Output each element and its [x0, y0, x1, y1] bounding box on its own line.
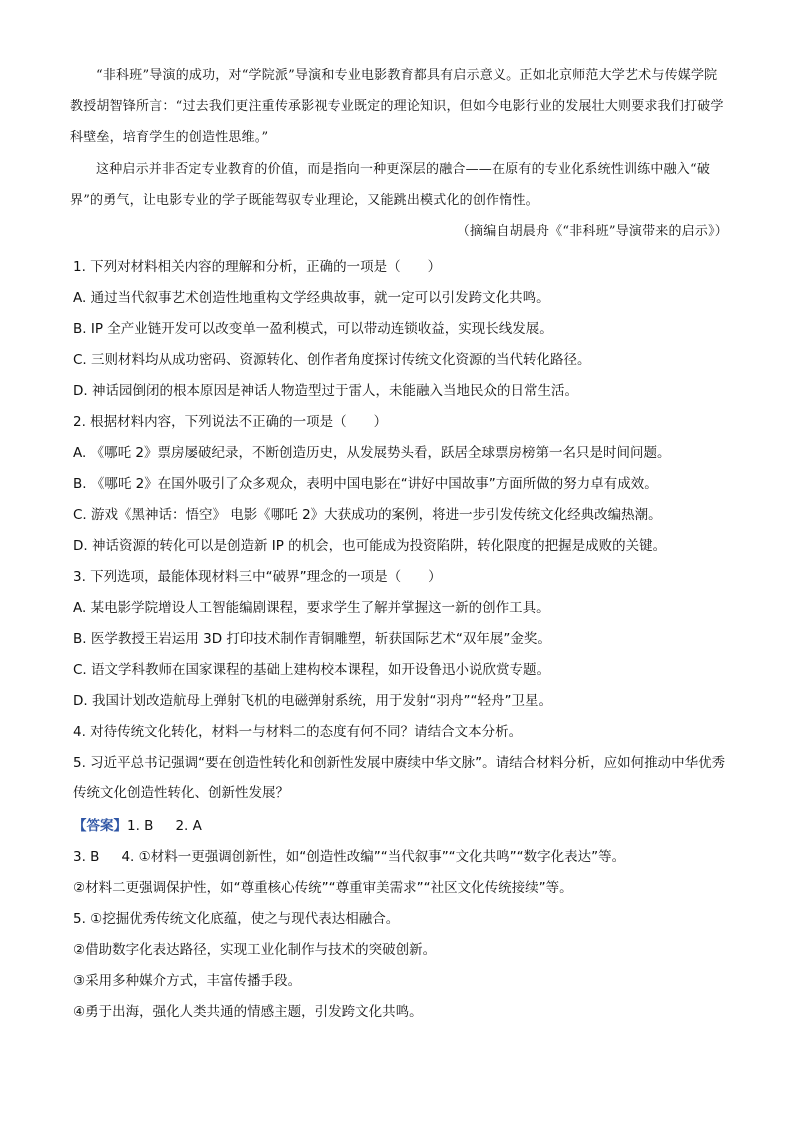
answer-3: 3. B — [73, 849, 100, 865]
question-3-option-d: D. 我国计划改造航母上弹射飞机的电磁弹射系统，用于发射“羽舟”“轻舟”卫星。 — [73, 693, 552, 709]
answer-5-part-3: ③采用多种媒介方式，丰富传播手段。 — [73, 973, 302, 989]
answer-line-1 — [73, 816, 733, 836]
question-1-stem: 1. 下列对材料相关内容的理解和分析，正确的一项是（ ） — [73, 259, 442, 275]
question-4: 4. 对待传统文化转化，材料一与材料二的态度有何不同？请结合文本分析。 — [73, 724, 523, 740]
question-1-option-d: D. 神话园倒闭的根本原因是神话人物造型过于雷人，未能融入当地民众的日常生活。 — [73, 383, 578, 399]
question-2-option-b: B. 《哪吒 2》在国外吸引了众多观众，表明中国电影在“讲好中国故事”方面所做的努力卓有成效。 — [73, 476, 658, 492]
answer-line-2 — [73, 847, 733, 867]
question-2-option-d: D. 神话资源的转化可以是创造新 IP 的机会，也可能成为投资陷阱，转化限度的把握是成败的关键。 — [73, 538, 667, 554]
question-3-option-b: B. 医学教授王岩运用 3D 打印技术制作青铜雕塑，斩获国际艺术“双年展”金奖。 — [73, 631, 551, 647]
answer-4-part-2: ②材料二更强调保护性，如“尊重核心传统”“尊重审美需求”“社区文化传统接续”等。 — [73, 880, 573, 896]
answer-5-part-1: 5. ①挖掘优秀传统文化底蕴，使之与现代表达相融合。 — [73, 911, 400, 927]
answer-tag: 【答案】 — [73, 818, 127, 834]
answer-2: 2. A — [175, 818, 202, 834]
answer-5-part-4: ④勇于出海，强化人类共通的情感主题，引发跨文化共鸣。 — [73, 1004, 423, 1020]
question-2-option-a: A. 《哪吒 2》票房屡破纪录，不断创造历史，从发展势头看，跃居全球票房榜第一名只是时间问题。 — [73, 445, 671, 461]
answer-1: 1. B — [127, 818, 154, 834]
question-3-stem: 3. 下列选项，最能体现材料三中“破界”理念的一项是（ ） — [73, 569, 442, 585]
question-1-option-a: A. 通过当代叙事艺术创造性地重构文学经典故事，就一定可以引发跨文化共鸣。 — [73, 290, 550, 306]
question-3-option-a: A. 某电影学院增设人工智能编剧课程，要求学生了解并掌握这一新的创作工具。 — [73, 600, 550, 616]
answer-5-part-2: ②借助数字化表达路径，实现工业化制作与技术的突破创新。 — [73, 942, 437, 958]
question-2-option-c: C. 游戏《黑神话：悟空》 电影《哪吒 2》大获成功的案例，将进一步引发传统文化经典改编热潮。 — [73, 507, 662, 523]
answer-4-part-1: 4. ①材料一更强调创新性，如“创造性改编”“当代叙事”“文化共鸣”“数字化表达”等。 — [121, 849, 626, 865]
question-5: 5. 习近平总书记强调“要在创造性转化和创新性发展中赓续中华文脉”。请结合材料分析，应如何推动中华优秀传统文化创造性转化、创新性发展？ — [73, 755, 726, 801]
passage-source: （摘编自胡晨舟《“非科班”导演带来的启示》） — [456, 224, 728, 239]
passage-paragraph: 这种启示并非否定专业教育的价值，而是指向一种更深层的融合——在原有的专业化系统性训练中融入“破界”的勇气，让电影专业的学子既能驾驭专业理论，又能跳出模式化的创作惰性。 — [70, 162, 711, 208]
question-2-stem: 2. 根据材料内容，下列说法不正确的一项是（ ） — [73, 414, 388, 430]
question-3-option-c: C. 语文学科教师在国家课程的基础上建构校本课程，如开设鲁迅小说欣赏专题。 — [73, 662, 551, 678]
question-1-option-b: B. IP 全产业链开发可以改变单一盈利模式，可以带动连锁收益，实现长线发展。 — [73, 321, 553, 337]
question-1-option-c: C. 三则材料均从成功密码、资源转化、创作者角度探讨传统文化资源的当代转化路径。 — [73, 352, 591, 368]
passage-paragraph: “非科班”导演的成功，对“学院派”导演和专业电影教育都具有启示意义。正如北京师范大学艺术与传媒学院教授胡智锋所言：“过去我们更注重传承影视专业既定的理论知识，但如今电影行业的发展壮大则要求我们打破学科壁垒，培育学生的创造性思维。” — [70, 68, 724, 145]
